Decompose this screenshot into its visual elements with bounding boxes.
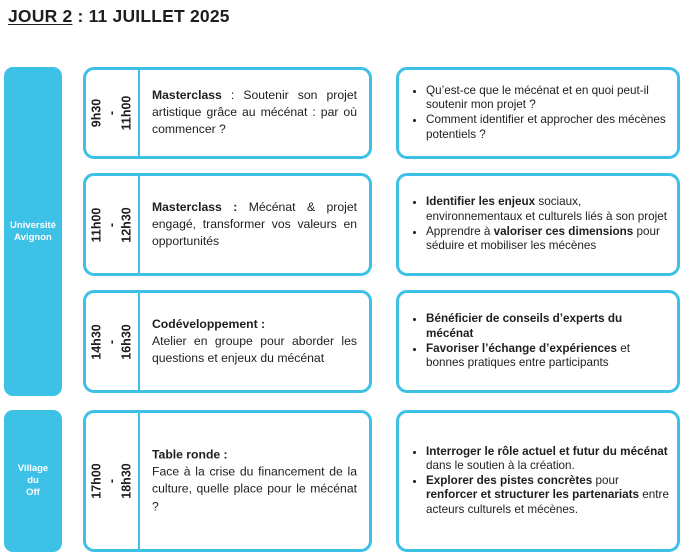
objective-text: entre acteurs culturels et mécènes. (426, 488, 669, 516)
time-label: 14h30 - 16h30 (89, 323, 134, 360)
objective-text: Comment identifier et approcher des mécènes potentiels ? (426, 113, 666, 141)
session-title: Masterclass (152, 88, 222, 103)
objectives-card (396, 290, 680, 393)
objectives-list (409, 312, 671, 370)
objective-item (426, 113, 671, 142)
objective-text: pour séduire et mobiliser les mécènes (426, 224, 660, 253)
session-title: Masterclass : (152, 199, 238, 214)
objectives-card (396, 67, 680, 159)
objective-highlight: Interroger le rôle actuel et futur du mécénat (426, 444, 668, 458)
session-title: Codéveloppement : (152, 316, 266, 331)
objectives-card (396, 173, 680, 276)
objectives-list (409, 84, 671, 142)
objective-highlight: Favoriser l’échange d’expériences (426, 341, 617, 355)
location-label: Village du Off (17, 463, 49, 498)
session-body: Face à la crise du financement de la culture, quelle place pour le mécénat ? (152, 464, 357, 514)
date-label: 11 JUILLET 2025 (88, 6, 230, 26)
time-label: 11h00 - 12h30 (89, 206, 134, 243)
page-title (8, 6, 230, 27)
session-card (83, 67, 372, 159)
objective-item (426, 84, 671, 113)
session-description (152, 316, 357, 368)
title-suffix: : (221, 88, 244, 103)
session-card (83, 290, 372, 393)
session-time (86, 413, 140, 549)
objective-text: dans le soutien à la création. (426, 459, 575, 473)
objective-highlight: Bénéficier de conseils d’experts du mécénat (426, 312, 623, 340)
session-body: Mécénat & projet engagé, transformer vos valeurs en opportunités (152, 199, 357, 249)
time-label: 9h30 - 11h00 (89, 95, 134, 131)
objective-text: pour (592, 473, 619, 487)
objective-item (426, 312, 671, 341)
objectives-card (396, 410, 680, 552)
objectives-list (409, 445, 671, 518)
session-card (83, 410, 372, 552)
session-description (152, 199, 357, 251)
location-label: Université Avignon (10, 219, 56, 243)
objective-highlight: valoriser ces dimensions (493, 224, 634, 238)
session-body: Atelier en groupe pour aborder les questions et enjeux du mécénat (152, 333, 357, 366)
location-village-du-off (4, 410, 62, 552)
session-description (152, 447, 357, 516)
session-description (152, 87, 357, 139)
objective-item (426, 342, 671, 371)
objective-item (426, 445, 671, 474)
title-separator: : (72, 6, 89, 26)
objective-highlight: Explorer des pistes concrètes (426, 473, 593, 487)
objective-text: Qu’est-ce que le mécénat et en quoi peut-il soutenir mon projet ? (426, 83, 649, 112)
objective-item (426, 195, 671, 224)
objectives-list (409, 195, 671, 253)
session-title: Table ronde : (152, 447, 228, 462)
objective-text: et bonnes pratiques entre participants (426, 341, 630, 370)
session-card (83, 173, 372, 276)
session-time (86, 70, 140, 156)
objective-item (426, 474, 671, 518)
title-suffix (237, 200, 248, 214)
objective-highlight: Identifier les enjeux (426, 195, 536, 209)
objective-item (426, 225, 671, 254)
objective-text: Apprendre à (426, 224, 494, 238)
objective-text: sociaux, environnementaux et culturels liés à son projet (426, 195, 668, 223)
session-time (86, 293, 140, 390)
session-time (86, 176, 140, 273)
objective-highlight: renforcer et structurer les partenariats (426, 488, 640, 502)
location-universite-avignon (4, 67, 62, 396)
day-label: JOUR 2 (8, 6, 73, 26)
time-label: 17h00 - 18h30 (89, 463, 134, 499)
session-body: Soutenir son projet artistique grâce au mécénat : par où commencer ? (152, 88, 357, 137)
